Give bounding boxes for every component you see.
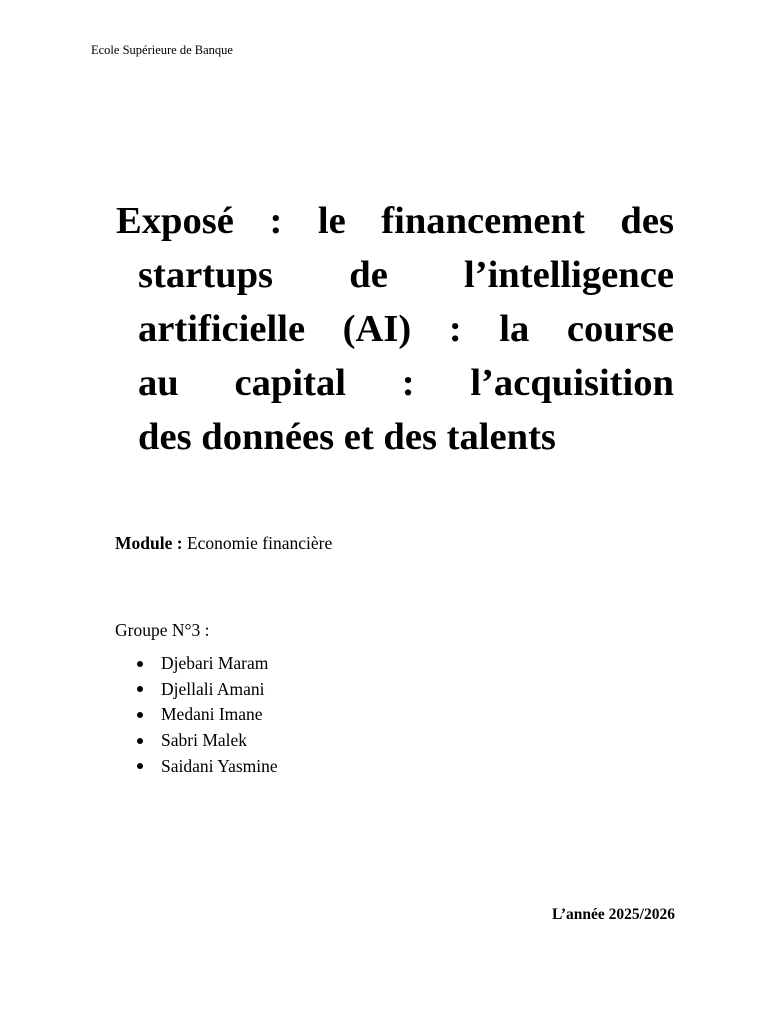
school-name: Ecole Supérieure de Banque bbox=[91, 43, 233, 57]
bullet-icon bbox=[137, 686, 143, 692]
member-name: Djellali Amani bbox=[161, 678, 265, 699]
title-line: Exposé : le financement des bbox=[116, 200, 674, 242]
list-item bbox=[135, 652, 278, 678]
member-name: Sabri Malek bbox=[161, 730, 248, 751]
list-item bbox=[135, 678, 278, 704]
bullet-icon bbox=[137, 763, 143, 769]
member-name: Medani Imane bbox=[161, 704, 263, 725]
document-title bbox=[116, 194, 674, 464]
member-name: Saidani Yasmine bbox=[161, 755, 278, 776]
module-info bbox=[115, 532, 332, 554]
title-line: startups de l’intelligence bbox=[138, 254, 674, 296]
list-item bbox=[135, 755, 278, 781]
academic-year: L’année 2025/2026 bbox=[551, 906, 675, 923]
list-item bbox=[135, 729, 278, 755]
title-line: au capital : l’acquisition bbox=[138, 362, 674, 404]
module-label: Module : bbox=[115, 533, 183, 553]
title-line: artificielle (AI) : la course bbox=[138, 308, 674, 350]
list-item bbox=[135, 703, 278, 729]
member-name: Djebari Maram bbox=[161, 653, 269, 673]
module-value: Economie financière bbox=[186, 533, 333, 553]
member-list bbox=[135, 652, 278, 780]
bullet-icon bbox=[137, 712, 143, 718]
bullet-icon bbox=[137, 738, 143, 744]
bullet-icon bbox=[137, 661, 143, 667]
group-label: Groupe N°3 : bbox=[115, 620, 210, 640]
title-line: des données et des talents bbox=[138, 416, 556, 458]
